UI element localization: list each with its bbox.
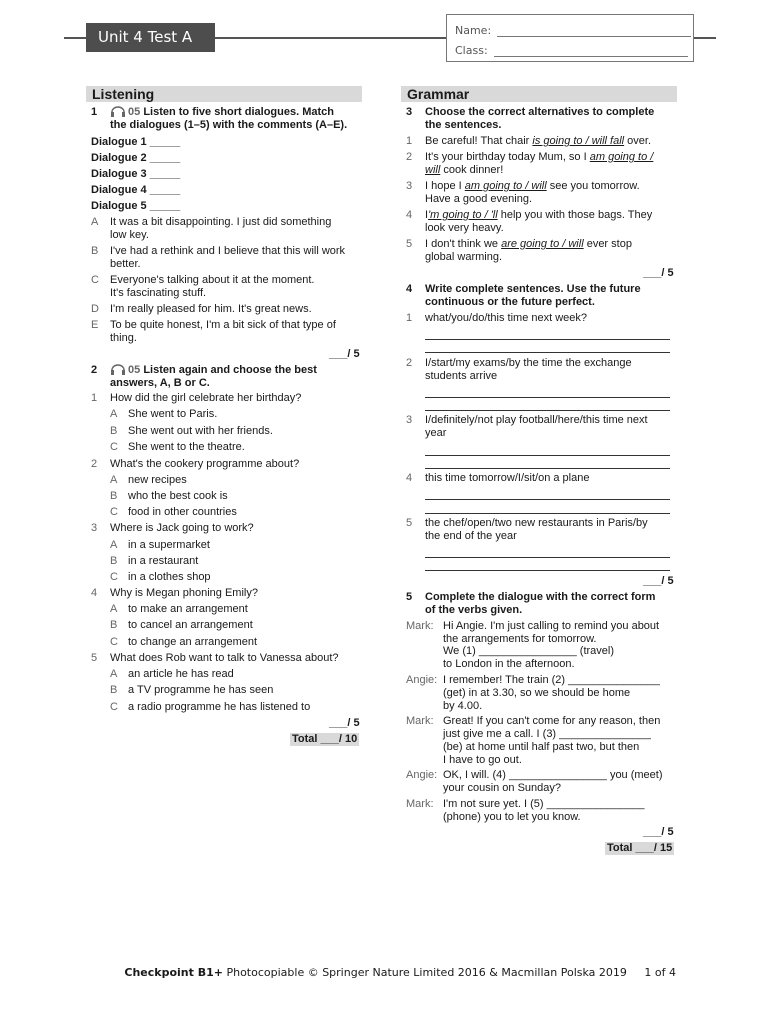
ex3-item-3: I hope I am going to / will see you tomorrow. [425,180,640,192]
comment-letter: B [91,245,99,257]
answer-line[interactable] [425,468,670,469]
prompt-text: I/definitely/not play football/here/this time next [425,414,648,426]
dialogue-text: Hi Angie. I'm just calling to remind you about [443,620,660,632]
prompt-text: this time tomorrow/I/sit/on a plane [425,472,590,484]
comment-letter: E [91,319,99,331]
ex2-instruction-line1: 05 Listen again and choose the best [104,364,317,377]
speaker-label: Mark: [406,715,434,727]
ex2-number: 2 [91,364,98,376]
comment-letter: C [91,274,99,286]
question-text: Where is Jack going to work? [110,522,254,534]
class-label: Class: [455,44,488,57]
dialogue-text: your cousin on Sunday? [443,782,562,794]
ex2-score: ___/ 5 [329,717,360,729]
speaker-label: Angie: [406,674,438,686]
option-letter: B [110,684,118,696]
dialogue-text: (get) in at 3.30, so we should be home [443,687,631,699]
item-number: 5 [406,517,413,529]
option-text[interactable]: to make an arrangement [128,603,248,615]
listening-total: Total ___/ 10 [292,733,358,745]
option-text[interactable]: She went to the theatre. [128,441,245,453]
option-text[interactable]: food in other countries [128,506,237,518]
dialogue-text: I have to go out. [443,754,522,766]
ex3-score: ___/ 5 [643,267,674,279]
question-number: 4 [91,587,98,599]
name-field[interactable] [497,26,691,37]
option-letter: C [110,441,118,453]
option-text[interactable]: who the best cook is [128,490,228,502]
option-letter: C [110,506,118,518]
option-letter: C [110,701,118,713]
option-text[interactable]: in a clothes shop [128,571,211,583]
comment-text: better. [110,258,141,270]
dialogue-text: Great! If you can't come for any reason, then [443,715,661,727]
name-label: Name: [455,24,492,37]
answer-line[interactable] [425,397,670,398]
ex4-instruction-line1: Write complete sentences. Use the future [425,283,641,295]
option-text[interactable]: a TV programme he has seen [128,684,274,696]
alternatives[interactable]: am going to / [589,151,654,163]
option-text[interactable]: a radio programme he has listened to [128,701,311,713]
ex3-item-1: Be careful! That chair is going to / will fall over. [425,135,652,147]
ex5-number: 5 [406,591,413,603]
comment-text: I'm really pleased for him. It's great news. [110,303,312,315]
dialogue-text: (phone) you to let you know. [443,811,581,823]
footer-brand: Checkpoint B1+ [124,966,223,979]
alternatives[interactable]: will [425,164,441,176]
option-letter: A [110,474,118,486]
ex3-instruction-line1: Choose the correct alternatives to complete [425,106,655,118]
dialogue-text: the arrangements for tomorrow. [443,633,597,645]
item-number: 4 [406,472,413,484]
option-text[interactable]: She went to Paris. [128,408,218,420]
comment-text: To be quite honest, I'm a bit sick of that type of [110,319,336,331]
answer-line[interactable] [425,557,670,558]
ex3-item-2: It's your birthday today Mum, so I am going to / [425,151,654,163]
prompt-text: the chef/open/two new restaurants in Paris/by [425,517,648,529]
option-text[interactable]: in a restaurant [128,555,199,567]
dialogue-5[interactable]: Dialogue 5 _____ [91,200,181,212]
option-text[interactable]: an article he has read [128,668,234,680]
alternatives[interactable]: am going to / will [464,180,547,192]
dialogue-text: by 4.00. [443,700,483,712]
dialogue-text: (be) at home until half past two, but then [443,741,640,753]
name-class-box [446,14,694,62]
alternatives[interactable]: 'm going to / 'll [428,209,498,221]
ex5-score: ___/ 5 [643,826,674,838]
question-number: 5 [91,652,98,664]
prompt-text: the end of the year [425,530,517,542]
ex1-number: 1 [91,106,98,118]
dialogue-gap-3[interactable]: just give me a call. I (3) _______________ [443,728,651,740]
item-number: 2 [406,357,413,369]
question-number: 3 [91,522,98,534]
dialogue-gap-1[interactable]: We (1) ________________ (travel) [443,645,615,657]
ex3-item-4-line2: look very heavy. [425,222,504,234]
option-text[interactable]: in a supermarket [128,539,210,551]
item-number: 1 [406,312,413,324]
ex3-item-5: I don't think we are going to / will ever stop [425,238,632,250]
answer-line[interactable] [425,339,670,340]
dialogue-1[interactable]: Dialogue 1 _____ [91,136,181,148]
option-text[interactable]: to change an arrangement [128,636,258,648]
option-letter: A [110,603,118,615]
comment-letter: A [91,216,99,228]
item-number: 3 [406,414,413,426]
dialogue-text: to London in the afternoon. [443,658,575,670]
ex5-instruction-line1: Complete the dialogue with the correct form [425,591,656,603]
question-text: Why is Megan phoning Emily? [110,587,258,599]
comment-text: I've had a rethink and I believe that this will work [110,245,346,257]
class-field[interactable] [494,46,688,57]
speaker-label: Mark: [406,798,434,810]
comment-text: Everyone's talking about it at the moment. [110,274,315,286]
ex4-number: 4 [406,283,413,295]
option-letter: B [110,425,118,437]
footer-copyright: Photocopiable © Springer Nature Limited 2016 & Macmillan Polska 2019 [222,966,627,979]
option-letter: B [110,619,118,631]
ex3-item-3-line2: Have a good evening. [425,193,533,205]
ex3-instruction-line2: the sentences. [425,119,502,131]
ex1-instruction-line1: 05 Listen to five short dialogues. Match [104,106,334,119]
ex4-score: ___/ 5 [643,575,674,587]
option-letter: A [110,539,118,551]
headphones-icon [110,364,126,375]
grammar-total: Total ___/ 15 [607,842,673,854]
comment-text: It's fascinating stuff. [110,287,207,299]
question-text: What's the cookery programme about? [110,458,300,470]
item-number: 5 [406,238,413,250]
option-text[interactable]: to cancel an arrangement [128,619,253,631]
ex3-item-2-line2: will cook dinner! [425,164,504,176]
dialogue-3[interactable]: Dialogue 3 _____ [91,168,181,180]
option-letter: C [110,636,118,648]
question-number: 2 [91,458,98,470]
answer-line[interactable] [425,410,670,411]
answer-line[interactable] [425,352,670,353]
ex5-instruction-line2: of the verbs given. [425,604,523,616]
dialogue-gap-2[interactable]: I remember! The train (2) _______________ [443,674,660,686]
speaker-label: Angie: [406,769,438,781]
unit-title: Unit 4 Test A [86,23,215,52]
answer-line[interactable] [425,455,670,456]
dialogue-2[interactable]: Dialogue 2 _____ [91,152,181,164]
alternatives[interactable]: is going to / will fall [532,135,625,147]
comment-text: It was a bit disappointing. I just did something [110,216,332,228]
option-letter: A [110,668,118,680]
alternatives[interactable]: are going to / will [501,238,584,250]
speaker-label: Mark: [406,620,434,632]
option-letter: B [110,555,118,567]
item-number: 1 [406,135,413,147]
dialogue-gap-4[interactable]: OK, I will. (4) ________________ you (meet) [443,769,663,781]
comment-text: low key. [110,229,149,241]
option-text[interactable]: new recipes [128,474,187,486]
header-rule-right [694,37,716,39]
prompt-text: I/start/my exams/by the time the exchange [425,357,632,369]
ex1-track: 05 [128,106,141,118]
item-number: 2 [406,151,413,163]
comment-letter: D [91,303,99,315]
question-text: How did the girl celebrate her birthday? [110,392,302,404]
answer-line[interactable] [425,499,670,500]
dialogue-4[interactable]: Dialogue 4 _____ [91,184,181,196]
ex1-instruction-line2: the dialogues (1–5) with the comments (A–E). [110,119,348,131]
prompt-text: year [425,427,447,439]
ex2-track: 05 [128,364,141,376]
option-text[interactable]: She went out with her friends. [128,425,273,437]
ex2-instruction-line2: answers, A, B or C. [110,377,210,389]
page-number: 1 of 4 [644,966,676,979]
dialogue-gap-5[interactable]: I'm not sure yet. I (5) ________________ [443,798,645,810]
prompt-text: students arrive [425,370,498,382]
ex4-instruction-line2: continuous or the future perfect. [425,296,595,308]
listening-heading: Listening [86,86,362,102]
ex1-score: ___/ 5 [329,348,360,360]
grammar-heading: Grammar [401,86,677,102]
ex3-number: 3 [406,106,413,118]
ex3-item-5-line2: global warming. [425,251,503,263]
question-number: 1 [91,392,98,404]
prompt-text: what/you/do/this time next week? [425,312,588,324]
item-number: 4 [406,209,413,221]
comment-text: thing. [110,332,137,344]
item-number: 3 [406,180,413,192]
question-text: What does Rob want to talk to Vanessa about? [110,652,339,664]
answer-line[interactable] [425,513,670,514]
ex3-item-4: I'm going to / 'll help you with those bags. They [425,209,653,221]
answer-line[interactable] [425,570,670,571]
page-footer [0,966,676,979]
option-letter: A [110,408,118,420]
option-letter: B [110,490,118,502]
headphones-icon [110,106,126,117]
option-letter: C [110,571,118,583]
